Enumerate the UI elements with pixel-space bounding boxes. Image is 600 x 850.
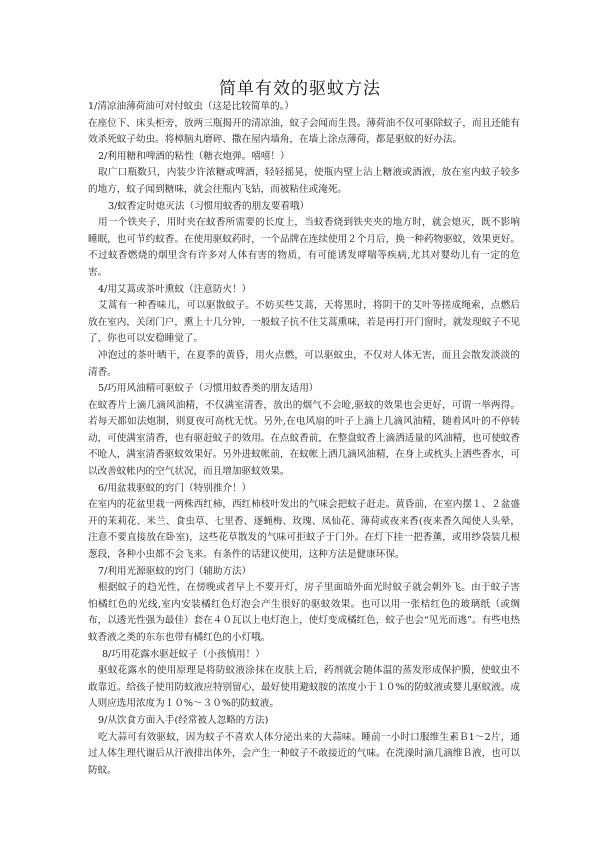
section-paragraph: 在座位下、床头柜旁，放两三瓶揭开的清凉油，蚊子会闻而生畏。薄荷油不仅可驱除蚊子，而且还能有效杀死蚊子幼虫。将樟脑丸磨碎、撒在屋内墙角，在墙上涂点薄荷，都是驱蚊的好办法。: [88, 117, 520, 146]
section-heading: 4/用艾蒿或茶叶熏蚊（注意防火！）: [98, 283, 252, 295]
section-1: [88, 99, 520, 149]
section-heading: 8/巧用花露水驱赶蚊子（小孩慎用！）: [102, 648, 265, 660]
section-paragraph: 用一个铁夹子，用时夹在蚊香所需要的长度上，当蚊香烧到铁夹夹的地方时，就会熄灭，既不影响睡眠，也可节约蚊香。在使用驱蚊药时，一个品牌在连续使用２个月后，换一种药物驱蚊，效果更好。不过蚊香燃烧的烟里含有许多对人体有害的物质，有可能诱发哮喘等疾病,尤其对婴幼儿有一定的危害。: [88, 217, 520, 278]
section-4: [88, 282, 520, 382]
section-paragraph: 驱蚊花露水的使用原理是将防蚊液涂抹在皮肤上后，药剂就会随体温的蒸发形成保护膜，使蚊虫不敢靠近。给孩子使用防蚊液应特别留心，最好使用避蚊胺的浓度小于１０%的防蚊液或婴儿驱蚊液。成人则应选用浓度为１０%～３０%的防蚊液。: [88, 665, 520, 710]
section-paragraph: 取广口瓶数只，内装少许浓糖或啤酒，轻轻摇晃，使瓶内壁上沾上糖液或酒液，放在室内蚊子较多的地方，蚊子闻到糖味，就会往瓶内飞钻，而被粘住或淹死。: [88, 167, 520, 195]
section-paragraph: 在蚊香片上滴几滴风油精，不仅满室清香，放出的烟气不会呛,驱蚊的效果也会更好，可谓一举两得。若每天都如法炮制，则夏夜可高枕无忧。另外,在电风扇的叶子上滴上几滴风油精，随着风叶的不停转动，可使满室清香，也有驱赶蚊子的效用。在点蚊香前，在整盘蚊香上滴洒适量的风油精，也可使蚊香不呛人，满室清香驱蚊效果好。另外进蚊帐前，在蚊帐上洒几滴风油精，在身上或枕头上洒些香水，可以改善蚊帐内的空气状况，而且增加驱蚊效果。: [88, 399, 520, 478]
section-9: [88, 713, 520, 779]
section-heading: 3/蚊香定时熄灭法（习惯用蚊香的朋友要看哦）: [108, 200, 310, 212]
section-heading: 1/清凉油薄荷油可对付蚊虫（这是比较简单的。）: [88, 101, 295, 112]
section-heading: 2/利用糖和啤酒的粘性（糖衣炮弹。嘻嘻！）: [98, 150, 290, 162]
section-paragraph: 吃大蒜可有效驱蚊，因为蚊子不喜欢人体分泌出来的大蒜味。睡前一小时口服维生素Ｂ1～2片，通过人体生理代谢后从汗液排出体外，会产生一种蚊子不敢接近的气味。在洗澡时滴几滴维Ｂ液，也可以防蚊。: [88, 731, 520, 776]
document-body: [88, 99, 520, 779]
section-paragraph: 根据蚊子的趋光性，在傍晚或者早上不要开灯，房子里面暗外面光时蚊子就会朝外飞。由于蚊子害怕橘红色的光线,室内安装橘红色灯泡会产生很好的驱蚊效果。也可以用一张桔红色的玻璃纸（或绸布，以透光性强为最佳）套在４０瓦以上电灯泡上，使灯变成橘红色，蚊子也会“见光而逃”。有些电热蚊香液之类的东东也带有橘红色的小灯哦。: [88, 582, 520, 643]
section-7: [88, 564, 520, 647]
section-paragraph: 艾蒿有一种香味儿，可以驱散蚊子。不妨买些艾蒿，天将黑时，将阴干的艾叶等搓成绳索，点燃后放在室内，关闭门户，熏上十几分钟，一般蚊子抗不住艾蒿熏味，若是再打开门窗时，就发现蚊子不见了，你也可以安稳睡觉了。: [88, 300, 520, 345]
section-heading: 9/从饮食方面入手(经常被人忽略的方法): [98, 714, 269, 726]
document-title: 简单有效的驱蚊方法: [219, 79, 381, 99]
section-paragraph: 冲泡过的茶叶晒干，在夏季的黄昏，用火点燃，可以驱蚊虫，不仅对人体无害，而且会散发淡淡的清香。: [88, 349, 520, 378]
section-heading: 7/利用光源驱蚊的窍门（辅助方法）: [98, 565, 252, 577]
section-8: [88, 647, 520, 713]
section-5: [88, 381, 520, 481]
section-6: [88, 481, 520, 564]
section-paragraph: 在室内的花盆里栽一两株西红柿，西红柿枝叶发出的气味会把蚊子赶走。黄昏前，在室内摆１、２盆盛开的茉莉花、米兰、食虫草、七里香、逐蝇梅、玫瑰、凤仙花、薄荷或夜来香(夜来香久闻使人头晕，注意不要直接放在卧室)，这些花草散发的气味可拒蚊子于门外。在灯下挂一把香薰，或用纱袋装几根葱段，各种小虫都不会飞来。有条件的话建议使用，这种方法是健康环保。: [88, 499, 520, 561]
section-heading: 6/用盆栽驱蚊的窍门（特别推介！）: [98, 482, 252, 494]
section-3: [88, 199, 520, 282]
section-heading: 5/巧用风油精可驱蚊子（习惯用蚊香类的朋友适用）: [98, 383, 319, 395]
section-2: [88, 149, 520, 199]
